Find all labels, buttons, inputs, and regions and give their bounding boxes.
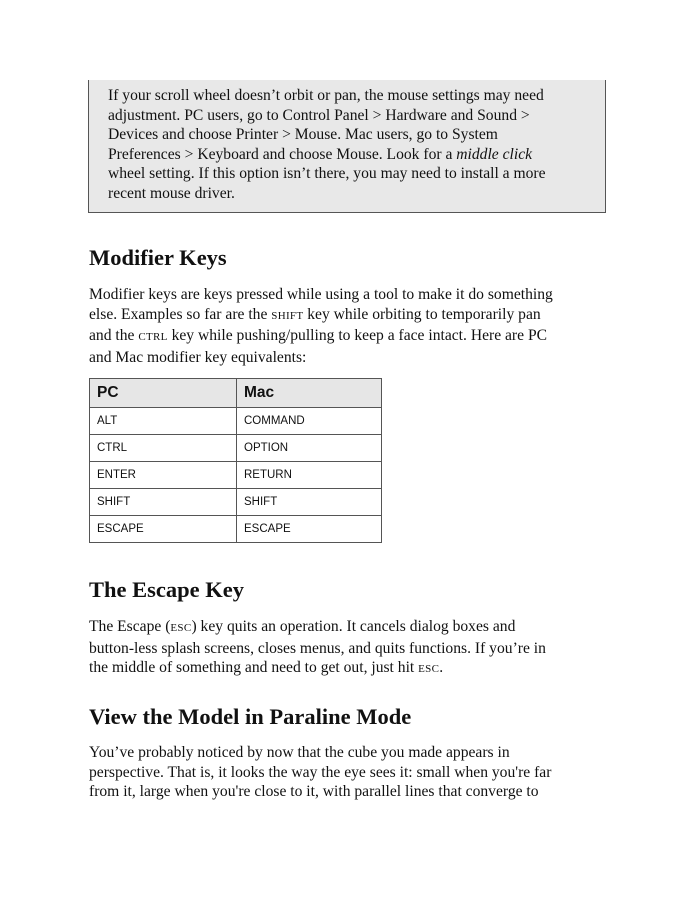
table-row: [90, 489, 382, 516]
pc-key-cell: ESCAPE: [90, 516, 237, 543]
esc-key-name: ESC: [418, 663, 440, 676]
mac-key-cell: COMMAND: [237, 408, 382, 435]
shift-key-name: SHIFT: [271, 309, 304, 322]
text-line: The Escape (: [89, 618, 171, 635]
paraline-mode-heading: View the Model in Paraline Mode: [89, 704, 412, 729]
modifier-keys-paragraph: [89, 285, 609, 367]
note-line: Devices and choose Printer > Mouse. Mac users, go to System: [108, 126, 498, 144]
text-line: and Mac modifier key equivalents:: [89, 348, 307, 366]
middle-click-emphasis: middle click: [456, 145, 533, 163]
table-row: [90, 435, 382, 462]
mac-column-header: Mac: [237, 379, 382, 408]
text-line: else. Examples so far are the: [89, 305, 272, 323]
escape-key-heading: The Escape Key: [89, 577, 244, 602]
text-line: the middle of something and need to get out, just hit: [89, 659, 419, 677]
text-line: Modifier keys are keys pressed while using a tool to make it do something: [89, 286, 553, 303]
pc-key-cell: CTRL: [90, 435, 237, 462]
pc-key-cell: SHIFT: [90, 489, 237, 516]
paraline-mode-paragraph: [89, 743, 609, 802]
note-line: wheel setting. If this option isn’t there, you may need to install a more: [108, 165, 546, 183]
pc-column-header: PC: [90, 379, 237, 408]
text-line: .: [439, 659, 444, 677]
ctrl-key-name: CTRL: [138, 331, 168, 344]
pc-key-cell: ENTER: [90, 462, 237, 489]
mac-key-cell: ESCAPE: [237, 516, 382, 543]
text-line: key while pushing/pulling to keep a face intact. Here are PC: [167, 327, 548, 345]
note-line: If your scroll wheel doesn’t orbit or pan, the mouse settings may need: [108, 87, 544, 104]
table-header-row: [90, 379, 382, 408]
esc-key-name: ESC: [170, 622, 192, 634]
mac-key-cell: RETURN: [237, 462, 382, 489]
text-line: key while orbiting to temporarily pan: [303, 305, 541, 323]
text-line: button-less splash screens, closes menus, and quits functions. If you’re in: [89, 639, 546, 657]
table-row: [90, 408, 382, 435]
modifier-keys-heading: Modifier Keys: [89, 245, 227, 270]
table-row: [90, 462, 382, 489]
text-line: You’ve probably noticed by now that the cube you made appears in: [89, 744, 510, 761]
note-line: Preferences > Keyboard and choose Mouse. Look for a: [108, 145, 457, 163]
text-line: perspective. That is, it looks the way the eye sees it: small when you're far: [89, 763, 552, 781]
note-text: [108, 86, 595, 204]
mac-key-cell: OPTION: [237, 435, 382, 462]
text-line: from it, large when you're close to it, with parallel lines that converge to: [89, 783, 539, 801]
text-line: ) key quits an operation. It cancels dialog boxes and: [191, 618, 516, 635]
note-line: recent mouse driver.: [108, 184, 235, 202]
table-row: [90, 516, 382, 543]
modifier-keys-table: [89, 378, 382, 543]
scroll-wheel-note: [88, 80, 606, 213]
pc-key-cell: ALT: [90, 408, 237, 435]
text-line: and the: [89, 327, 139, 345]
mac-key-cell: SHIFT: [237, 489, 382, 516]
note-line: adjustment. PC users, go to Control Panel > Hardware and Sound >: [108, 106, 530, 124]
escape-key-paragraph: [89, 617, 609, 680]
